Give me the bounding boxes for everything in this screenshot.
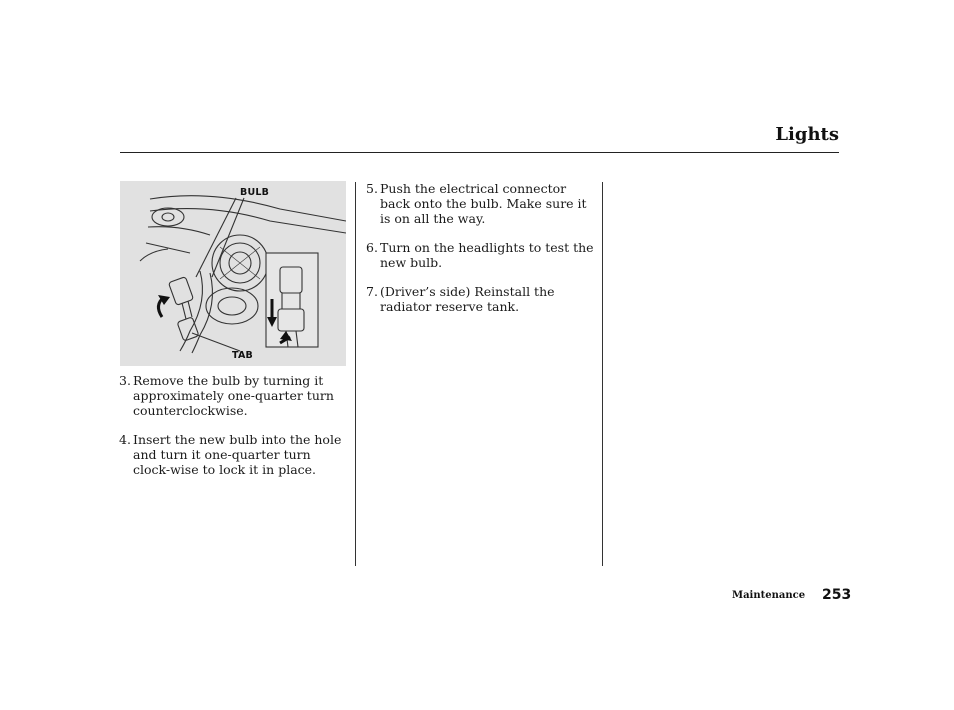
step-number: 6.: [366, 240, 378, 255]
steps-list-middle: [366, 181, 596, 328]
step-text: Turn on the headlights to test the new bulb.: [380, 240, 594, 270]
step-item: [366, 240, 596, 270]
footer-section-name: Maintenance: [732, 590, 806, 601]
figure-label-bulb: BULB: [240, 187, 270, 198]
step-item: [366, 284, 596, 314]
page-number: 253: [822, 587, 852, 603]
step-text: Insert the new bulb into the hole and turn it one-quarter turn clock-wise to lock it in place.: [133, 432, 342, 477]
step-number: 7.: [366, 284, 378, 299]
step-item: [119, 373, 347, 418]
step-text: Remove the bulb by turning it approximately one-quarter turn counterclockwise.: [133, 373, 334, 418]
title-rule: [120, 152, 839, 153]
step-number: 4.: [119, 432, 131, 447]
figure-label-tab: TAB: [232, 350, 253, 361]
step-text: Push the electrical connector back onto the bulb. Make sure it is on all the way.: [380, 181, 587, 226]
engine-bay-drawing: [120, 181, 346, 366]
steps-list-left: [119, 373, 347, 491]
column-divider-left: [355, 182, 356, 566]
column-divider-right: [602, 182, 603, 566]
step-number: 3.: [119, 373, 131, 388]
step-item: [119, 432, 347, 477]
step-item: [366, 181, 596, 226]
step-number: 5.: [366, 181, 378, 196]
step-text: (Driver’s side) Reinstall the radiator reserve tank.: [380, 284, 555, 314]
bulb-illustration: [120, 181, 346, 366]
page-title: Lights: [775, 124, 839, 145]
